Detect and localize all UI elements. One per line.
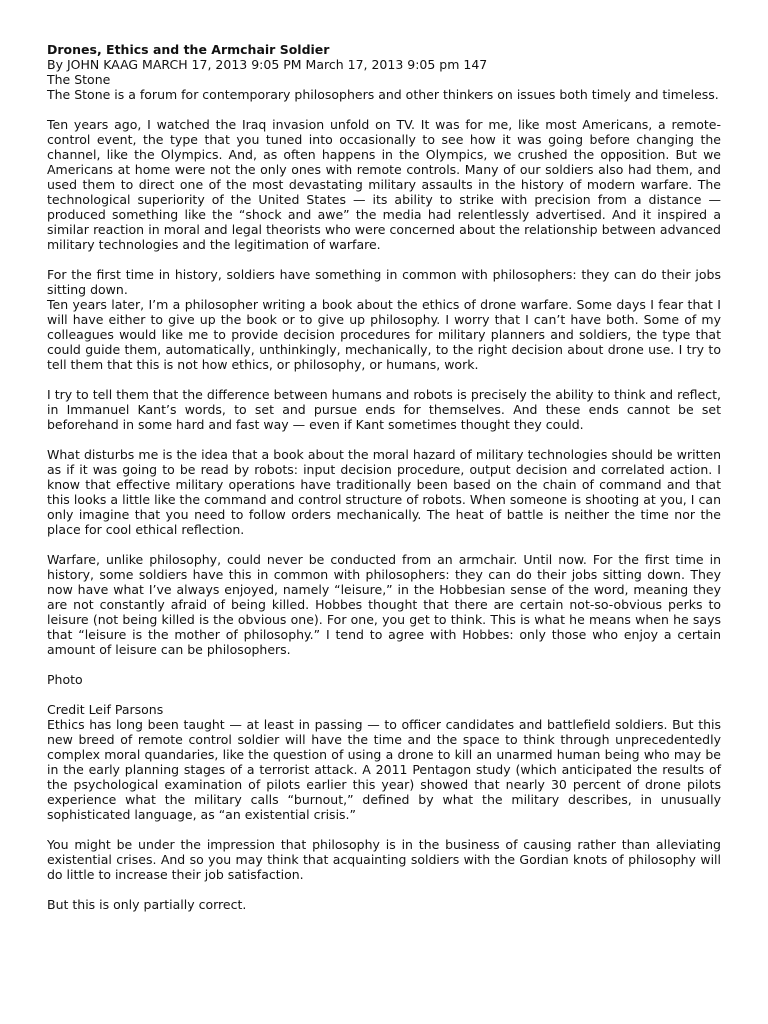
- article-section: The Stone: [47, 72, 111, 87]
- intro-paragraph: The Stone is a forum for contemporary philosophers and other thinkers on issues both timely and timeless.: [47, 87, 719, 102]
- body-paragraph: You might be under the impression that philosophy is in the business of causing rather than alleviating existential crises. And so you may think that acquainting soldiers with the Gordian knots of philosophy will do little to increase their job satisfaction.: [47, 837, 721, 882]
- article-title: Drones, Ethics and the Armchair Soldier: [47, 42, 330, 57]
- body-paragraph: For the first time in history, soldiers have something in common with philosophers: they can do their jobs sitting down.: [47, 267, 721, 297]
- body-paragraph: But this is only partially correct.: [47, 897, 247, 912]
- body-paragraph: Ethics has long been taught — at least in passing — to officer candidates and battlefield soldiers. But this new breed of remote control soldier will have the time and the space to think through unprecedentedly complex moral quandaries, like the question of using a drone to kill an unarmed human being who may be in the early planning stages of a terrorist attack. A 2011 Pentagon study (which anticipated the results of the psychological examination of pilots earlier this year) showed that nearly 30 percent of drone pilots experience what the military calls “burnout,” defined by what the military describes, in unusually sophisticated language, as “an existential crisis.”: [47, 717, 721, 822]
- photo-credit: Credit Leif Parsons: [47, 702, 164, 717]
- body-paragraph: Ten years ago, I watched the Iraq invasion unfold on TV. It was for me, like most Americans, a remote-control event, the type that you tuned into occasionally to see how it was going before changing the channel, like the Olympics. And, as often happens in the Olympics, we crushed the opposition. But we Americans at home were not the only ones with remote controls. Many of our soldiers also had them, and used them to direct one of the most devastating military assaults in the history of modern warfare. The technological superiority of the United States — its ability to strike with precision from a distance — produced something like the “shock and awe” the media had relentlessly advertised. And it inspired a similar reaction in moral and legal theorists who were concerned about the relationship between advanced military technologies and the legitimation of warfare.: [47, 117, 721, 252]
- article: [47, 42, 721, 927]
- body-paragraph: Ten years later, I’m a philosopher writing a book about the ethics of drone warfare. Some days I fear that I will have either to give up the book or to give up philosophy. I worry that I can’t have both. Some of my colleagues would like me to provide decision procedures for military planners and soldiers, the type that could guide them, automatically, unthinkingly, mechanically, to the right decision about drone use. I try to tell them that this is not how ethics, or philosophy, or humans, work.: [47, 297, 721, 372]
- body-paragraph: What disturbs me is the idea that a book about the moral hazard of military technologies should be written as if it was going to be read by robots: input decision procedure, output decision and correlated action. I know that effective military operations have traditionally been based on the chain of command and that this looks a little like the command and control structure of robots. When someone is shooting at you, I can only imagine that you need to follow orders mechanically. The heat of battle is neither the time nor the place for cool ethical reflection.: [47, 447, 721, 537]
- body-paragraph: Warfare, unlike philosophy, could never be conducted from an armchair. Until now. For the first time in history, some soldiers have this in common with philosophers: they can do their jobs sitting down. They now have what I’ve always enjoyed, namely “leisure,” in the Hobbesian sense of the word, meaning they are not constantly afraid of being killed. Hobbes thought that there are certain not-so-obvious perks to leisure (not being killed is the obvious one). For one, you get to think. This is what he means when he says that “leisure is the mother of philosophy.” I tend to agree with Hobbes: only those who enjoy a certain amount of leisure can be philosophers.: [47, 552, 721, 657]
- photo-label: Photo: [47, 672, 83, 687]
- article-byline: By JOHN KAAG MARCH 17, 2013 9:05 PM March 17, 2013 9:05 pm 147: [47, 57, 488, 72]
- body-paragraph: I try to tell them that the difference between humans and robots is precisely the ability to think and reflect, in Immanuel Kant’s words, to set and pursue ends for themselves. And these ends cannot be set beforehand in some hard and fast way — even if Kant sometimes thought they could.: [47, 387, 721, 432]
